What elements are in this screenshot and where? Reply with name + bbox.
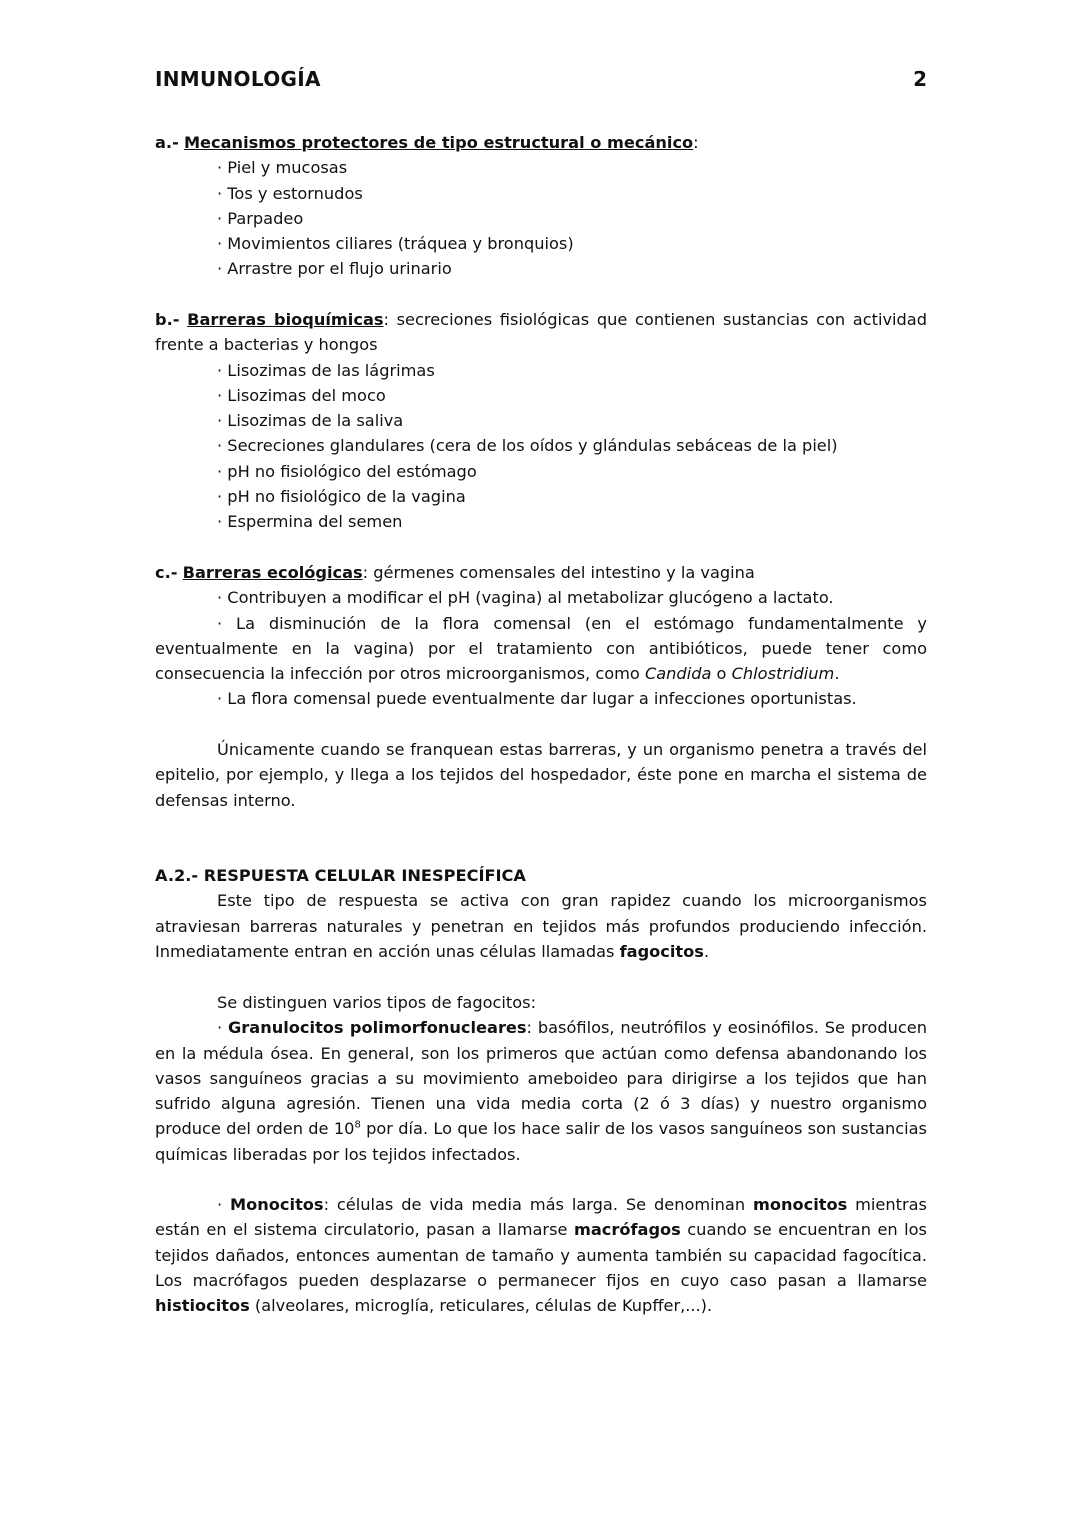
list-item: · Secreciones glandulares (cera de los oídos y glándulas sebáceas de la piel) [217,433,927,458]
section-a2 [155,863,927,964]
page-number: 2 [913,67,927,91]
section-b-intro [155,307,927,358]
section-a [155,130,927,282]
section-b-label: b.- [155,310,180,329]
list-item: · Piel y mucosas [217,155,927,180]
monocitos-block [155,1192,927,1318]
granulocitos-text-2: por día. Lo que los hace salir de los vasos sanguíneos son sustancias químicas liberadas por los tejidos infectados. [155,1119,927,1164]
section-a-heading [155,130,927,155]
section-b [155,307,927,535]
monocitos-term: Monocitos [230,1195,324,1214]
macrofagos-bold: macrófagos [573,1220,681,1240]
phagocyte-types-intro: Se distinguen varios tipos de fagocitos: [217,993,537,1012]
granulocitos-paragraph: · Granulocitos polimorfonucleares: basófilos, neutrófilos y eosinófilos. Se producen en la médula ósea. En general, son los primeros que actúan como defensa abandonando los vasos sanguíneos gracias a su movimiento ameboideo para dirigirse a los tejidos que han sufrido alguna agresión. Tienen una vida media corta (2 ó 3 días) y nuestro organismo produce del orden de $10^8$ por día. Lo que los hace salir de los vasos sanguíneos son sustancias químicas liberadas por los tejidos infectados. [155,1018,927,1164]
monocitos-text-2: mientras están en el sistema circulatorio, pasan a llamarse [155,1195,927,1240]
document-title: INMUNOLOGÍA [155,67,321,91]
section-b-list [155,358,927,535]
section-a2-p1-text: Este tipo de respuesta se activa con gran rapidez cuando los microorganismos atraviesan barreras naturales y penetran en tejidos más profundos produciendo infección. Inmediatamente entran en acción unas células llamadas [155,891,927,961]
list-item: · Lisozimas del moco [217,383,927,408]
histiocitos-bold: histiocitos [155,1296,250,1316]
section-c-item-2: · La disminución de la flora comensal (en el estómago fundamentalmente y eventualmente en la vagina) por el tratamiento con antibióticos, puede tener como consecuencia la infección por otros microorganismos, como Candida o Chlostridium. [155,613,927,684]
section-a2-paragraph-1 [155,888,927,964]
monocitos-text-1: : células de vida media más larga. Se denominan [323,1195,753,1214]
exponent: 8 [354,1120,361,1132]
list-item: · pH no fisiológico de la vagina [217,484,927,509]
chlostridium-term: Chlostridium [731,664,835,684]
monocitos-paragraph: · Monocitos: células de vida media más larga. Se denominan monocitos mientras están en el sistema circulatorio, pasan a llamarse macrófagos cuando se encuentran en los tejidos dañados, entonces aumentan de tamaño y aumenta también su capacidad fagocítica. Los macrófagos pueden desplazarse o permanecer fijos en cuyo caso pasan a llamarse histiocitos (alveolares, microglía, reticulares, células de Kupffer,...). [155,1195,927,1316]
section-c-item-3-text: La flora comensal puede eventualmente dar lugar a infecciones oportunistas. [227,689,857,709]
section-c-item-2-or: o [711,664,732,684]
section-a2-p1-end: . [703,941,710,961]
section-a2-heading: A.2.- RESPUESTA CELULAR INESPECÍFICA [155,866,526,885]
section-a-list [155,155,927,281]
monocitos-bold: monocitos [752,1195,848,1214]
list-item: · Arrastre por el flujo urinario [217,256,927,281]
section-c-item-1-text: Contribuyen a modificar el pH (vagina) al metabolizar glucógeno a lactato. [227,588,834,608]
section-a-label: a.- [155,133,179,152]
section-c-intro-text: : gérmenes comensales del intestino y la vagina [362,563,755,582]
granulocitos-text-1: : basófilos, neutrófilos y eosinófilos. Se producen en la médula ósea. En general, son los primeros que actúan como defensa abandonando los vasos sanguíneos gracias a su movimiento ameboideo para dirigirse a los tejidos que han sufrido alguna agresión. Tienen una vida media corta (2 ó 3 días) y nuestro organismo produce del orden de 10 [155,1018,927,1139]
list-item: · Lisozimas de la saliva [217,408,927,433]
phagocyte-types [155,990,927,1167]
list-item: · Espermina del semen [217,509,927,534]
candida-term: Candida [644,664,712,684]
list-item: · Tos y estornudos [217,181,927,206]
list-item: · pH no fisiológico del estómago [217,459,927,484]
section-c-item-1: · Contribuyen a modificar el pH (vagina) al metabolizar glucógeno a lactato. [217,588,834,608]
monocitos-text-4: (alveolares, microglía, reticulares, células de Kupffer,...). [249,1296,713,1316]
list-item: · Parpadeo [217,206,927,231]
section-c-item-3: · La flora comensal puede eventualmente dar lugar a infecciones oportunistas. [217,689,857,709]
section-b-intro-text: : secreciones fisiológicas que contienen sustancias con actividad frente a bacterias y hongos [155,310,928,355]
page-header [155,67,927,97]
paragraph-text: Únicamente cuando se franquean estas barreras, y un organismo penetra a través del epitelio, por ejemplo, y llega a los tejidos del hospedador, éste pone en marcha el sistema de defensas interno. [155,740,927,810]
paragraph-barriers [155,737,927,813]
list-item: · Lisozimas de las lágrimas [217,358,927,383]
section-c-item-2-text: La disminución de la flora comensal (en el estómago fundamentalmente y eventualmente en la vagina) por el tratamiento con antibióticos, puede tener como consecuencia la infección por otros microorganismos, como [155,613,927,684]
list-item: · Movimientos ciliares (tráquea y bronquios) [217,231,927,256]
section-c [155,560,927,712]
section-c-label: c.- [155,563,178,582]
section-c-intro [155,560,927,585]
section-a-colon: : [693,133,699,152]
section-a-title: Mecanismos protectores de tipo estructural o mecánico [183,133,694,152]
section-b-title: Barreras bioquímicas [187,310,384,329]
granulocitos-term: Granulocitos polimorfonucleares [228,1018,527,1038]
section-c-title: Barreras ecológicas [182,563,363,582]
section-c-item-2-end: . [834,664,840,684]
fagocitos-term: fagocitos [619,941,704,961]
monocitos-text-3: cuando se encuentran en los tejidos dañados, entonces aumentan de tamaño y aumenta también su capacidad fagocítica. Los macrófagos pueden desplazarse o permanecer fijos en cuyo caso pasan a llamarse [155,1220,927,1290]
